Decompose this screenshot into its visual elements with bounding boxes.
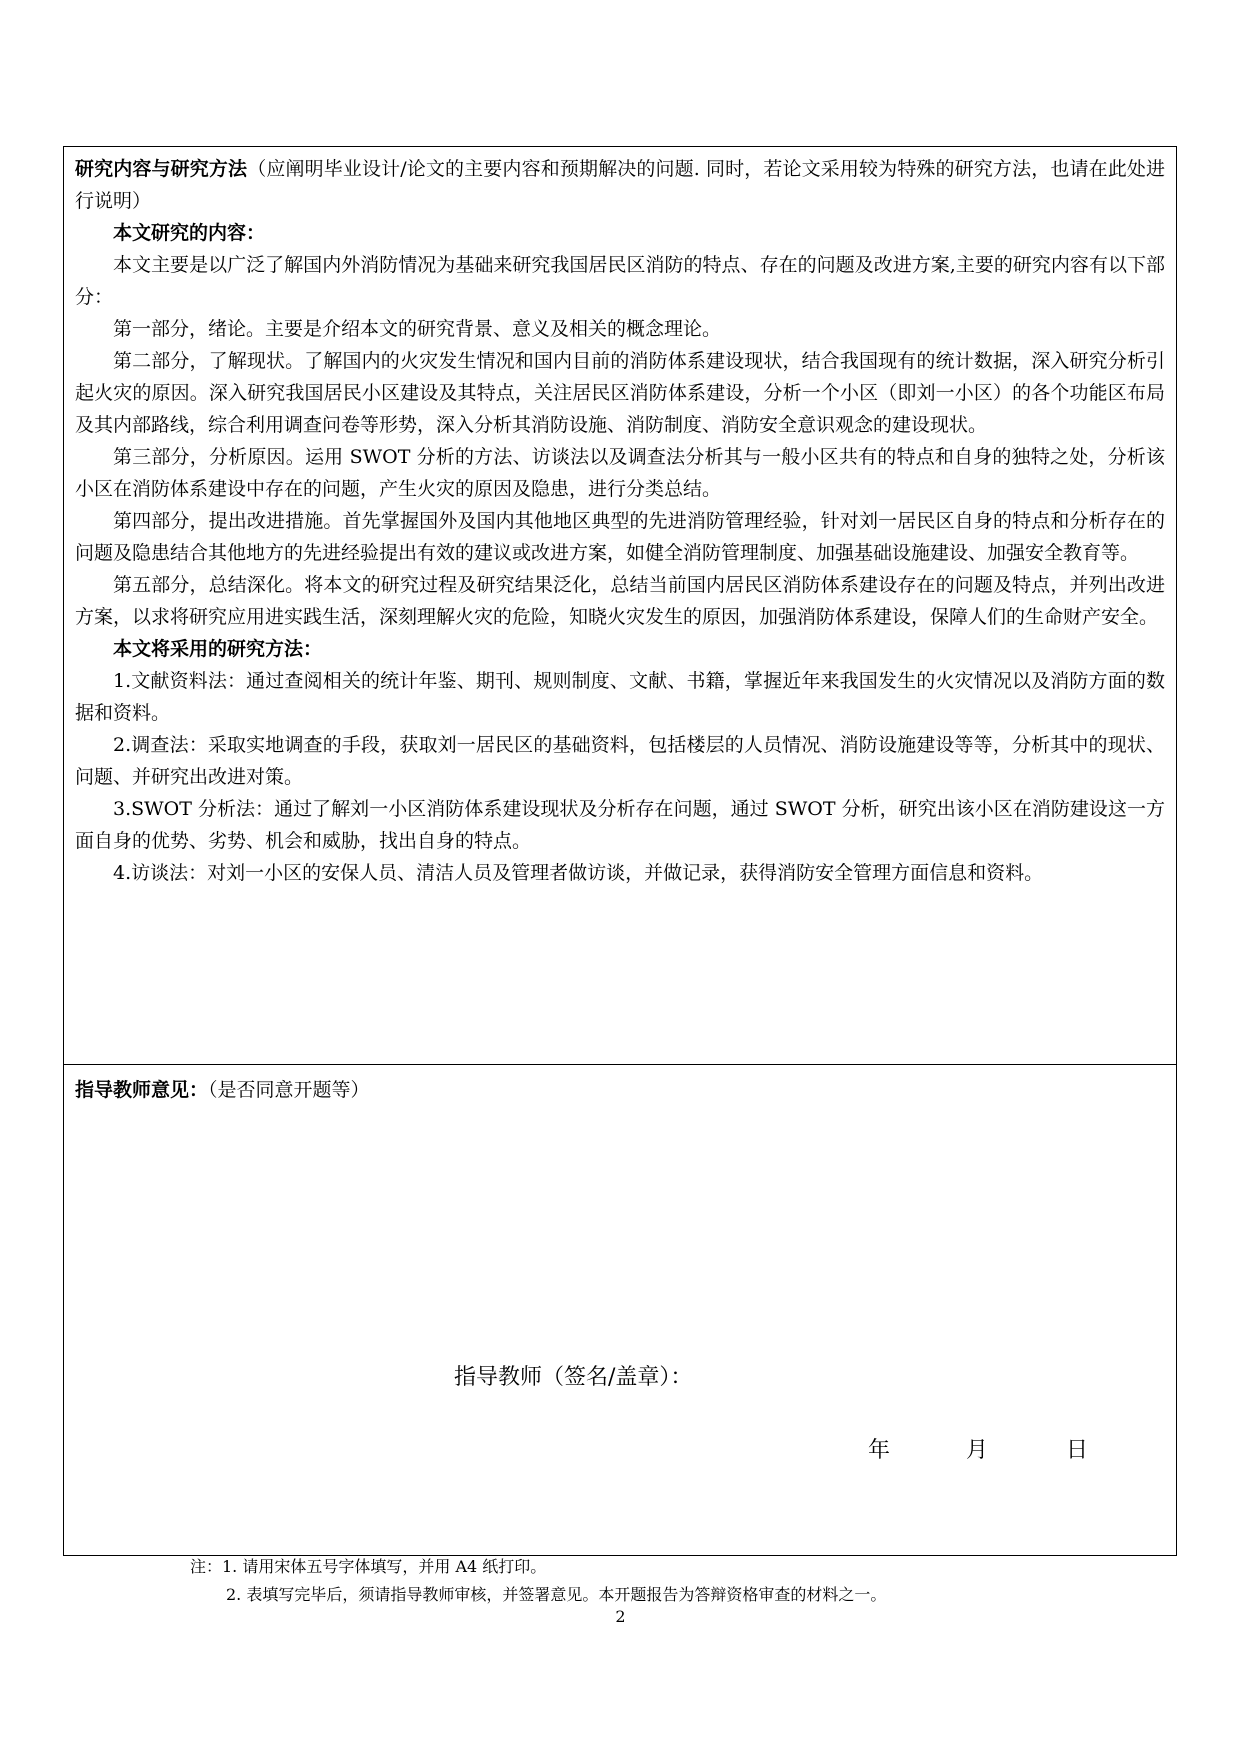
signature-date	[64, 1433, 1176, 1463]
research-heading-note: （应阐明毕业设计/论文的主要内容和预期解决的问题. 同时，若论文采用较为特殊的研究方法，也请在此处进行说明）	[75, 158, 1165, 212]
method-paragraph: 2.调查法：采取实地调查的手段，获取刘一居民区的基础资料，包括楼层的人员情况、消防设施建设等等，分析其中的现状、问题、并研究出改进对策。	[75, 734, 1165, 788]
advisor-signature-label: 指导教师（签名/盖章）：	[454, 1365, 693, 1390]
date-month-label: 月	[966, 1438, 989, 1463]
note-line-1: 注：1. 请用宋体五号字体填写，并用 A4 纸打印。	[190, 1557, 547, 1576]
content-paragraph: 本文主要是以广泛了解国内外消防情况为基础来研究我国居民区消防的特点、存在的问题及改进方案,主要的研究内容有以下部分：	[75, 254, 1165, 308]
method-paragraph: 1.文献资料法：通过查阅相关的统计年鉴、期刊、规则制度、文献、书籍，掌握近年来我国发生的火灾情况以及消防方面的数据和资料。	[75, 670, 1165, 724]
advisor-heading-note: （是否同意开题等）	[208, 1079, 370, 1101]
advisor-heading-line	[75, 1075, 1165, 1105]
content-paragraph: 第三部分，分析原因。运用 SWOT 分析的方法、访谈法以及调查法分析其与一般小区共有的特点和自身的独特之处，分析该小区在消防体系建设中存在的问题，产生火灾的原因及隐患，进行分类总结。	[75, 446, 1165, 500]
advisor-section	[64, 1065, 1176, 1555]
content-paragraph: 第四部分，提出改进措施。首先掌握国外及国内其他地区典型的先进消防管理经验，针对刘一居民区自身的特点和分析存在的问题及隐患结合其他地方的先进经验提出有效的建议或改进方案，如健全消防管理制度、加强基础设施建设、加强安全教育等。	[75, 510, 1165, 564]
content-paragraph: 第五部分，总结深化。将本文的研究过程及研究结果泛化，总结当前国内居民区消防体系建设存在的问题及特点，并列出改进方案，以求将研究应用进实践生活，深刻理解火灾的危险，知晓火灾发生的原因，加强消防体系建设，保障人们的生命财产安全。	[75, 574, 1165, 628]
content-paragraph: 第一部分，绪论。主要是介绍本文的研究背景、意义及相关的概念理论。	[113, 318, 722, 340]
research-heading-line	[75, 153, 1165, 217]
research-section	[64, 147, 1176, 1065]
content-title: 本文研究的内容：	[113, 222, 266, 244]
date-day-label: 日	[1066, 1438, 1089, 1463]
page-number: 2	[615, 1607, 626, 1626]
note-line-2: 2. 表填写完毕后，须请指导教师审核，并签署意见。本开题报告为答辩资格审查的材料之一。	[226, 1585, 887, 1604]
research-heading: 研究内容与研究方法	[75, 158, 248, 180]
form-notes	[190, 1553, 886, 1609]
method-paragraph: 3.SWOT 分析法：通过了解刘一小区消防体系建设现状及分析存在问题，通过 SWOT 分析，研究出该小区在消防建设这一方面自身的优势、劣势、机会和威胁，找出自身的特点。	[75, 798, 1165, 852]
method-paragraph: 4.访谈法：对刘一小区的安保人员、清洁人员及管理者做访谈，并做记录，获得消防安全管理方面信息和资料。	[113, 862, 1044, 884]
advisor-heading: 指导教师意见：	[75, 1079, 209, 1101]
proposal-form-table	[63, 146, 1177, 1556]
date-year-label: 年	[868, 1438, 891, 1463]
methods-title: 本文将采用的研究方法：	[113, 638, 323, 660]
content-paragraph: 第二部分，了解现状。了解国内的火灾发生情况和国内目前的消防体系建设现状，结合我国现有的统计数据，深入研究分析引起火灾的原因。深入研究我国居民小区建设及其特点，关注居民区消防体系建设，分析一个小区（即刘一小区）的各个功能区布局及其内部路线，综合利用调查问卷等形势，深入分析其消防设施、消防制度、消防安全意识观念的建设现状。	[75, 350, 1165, 436]
